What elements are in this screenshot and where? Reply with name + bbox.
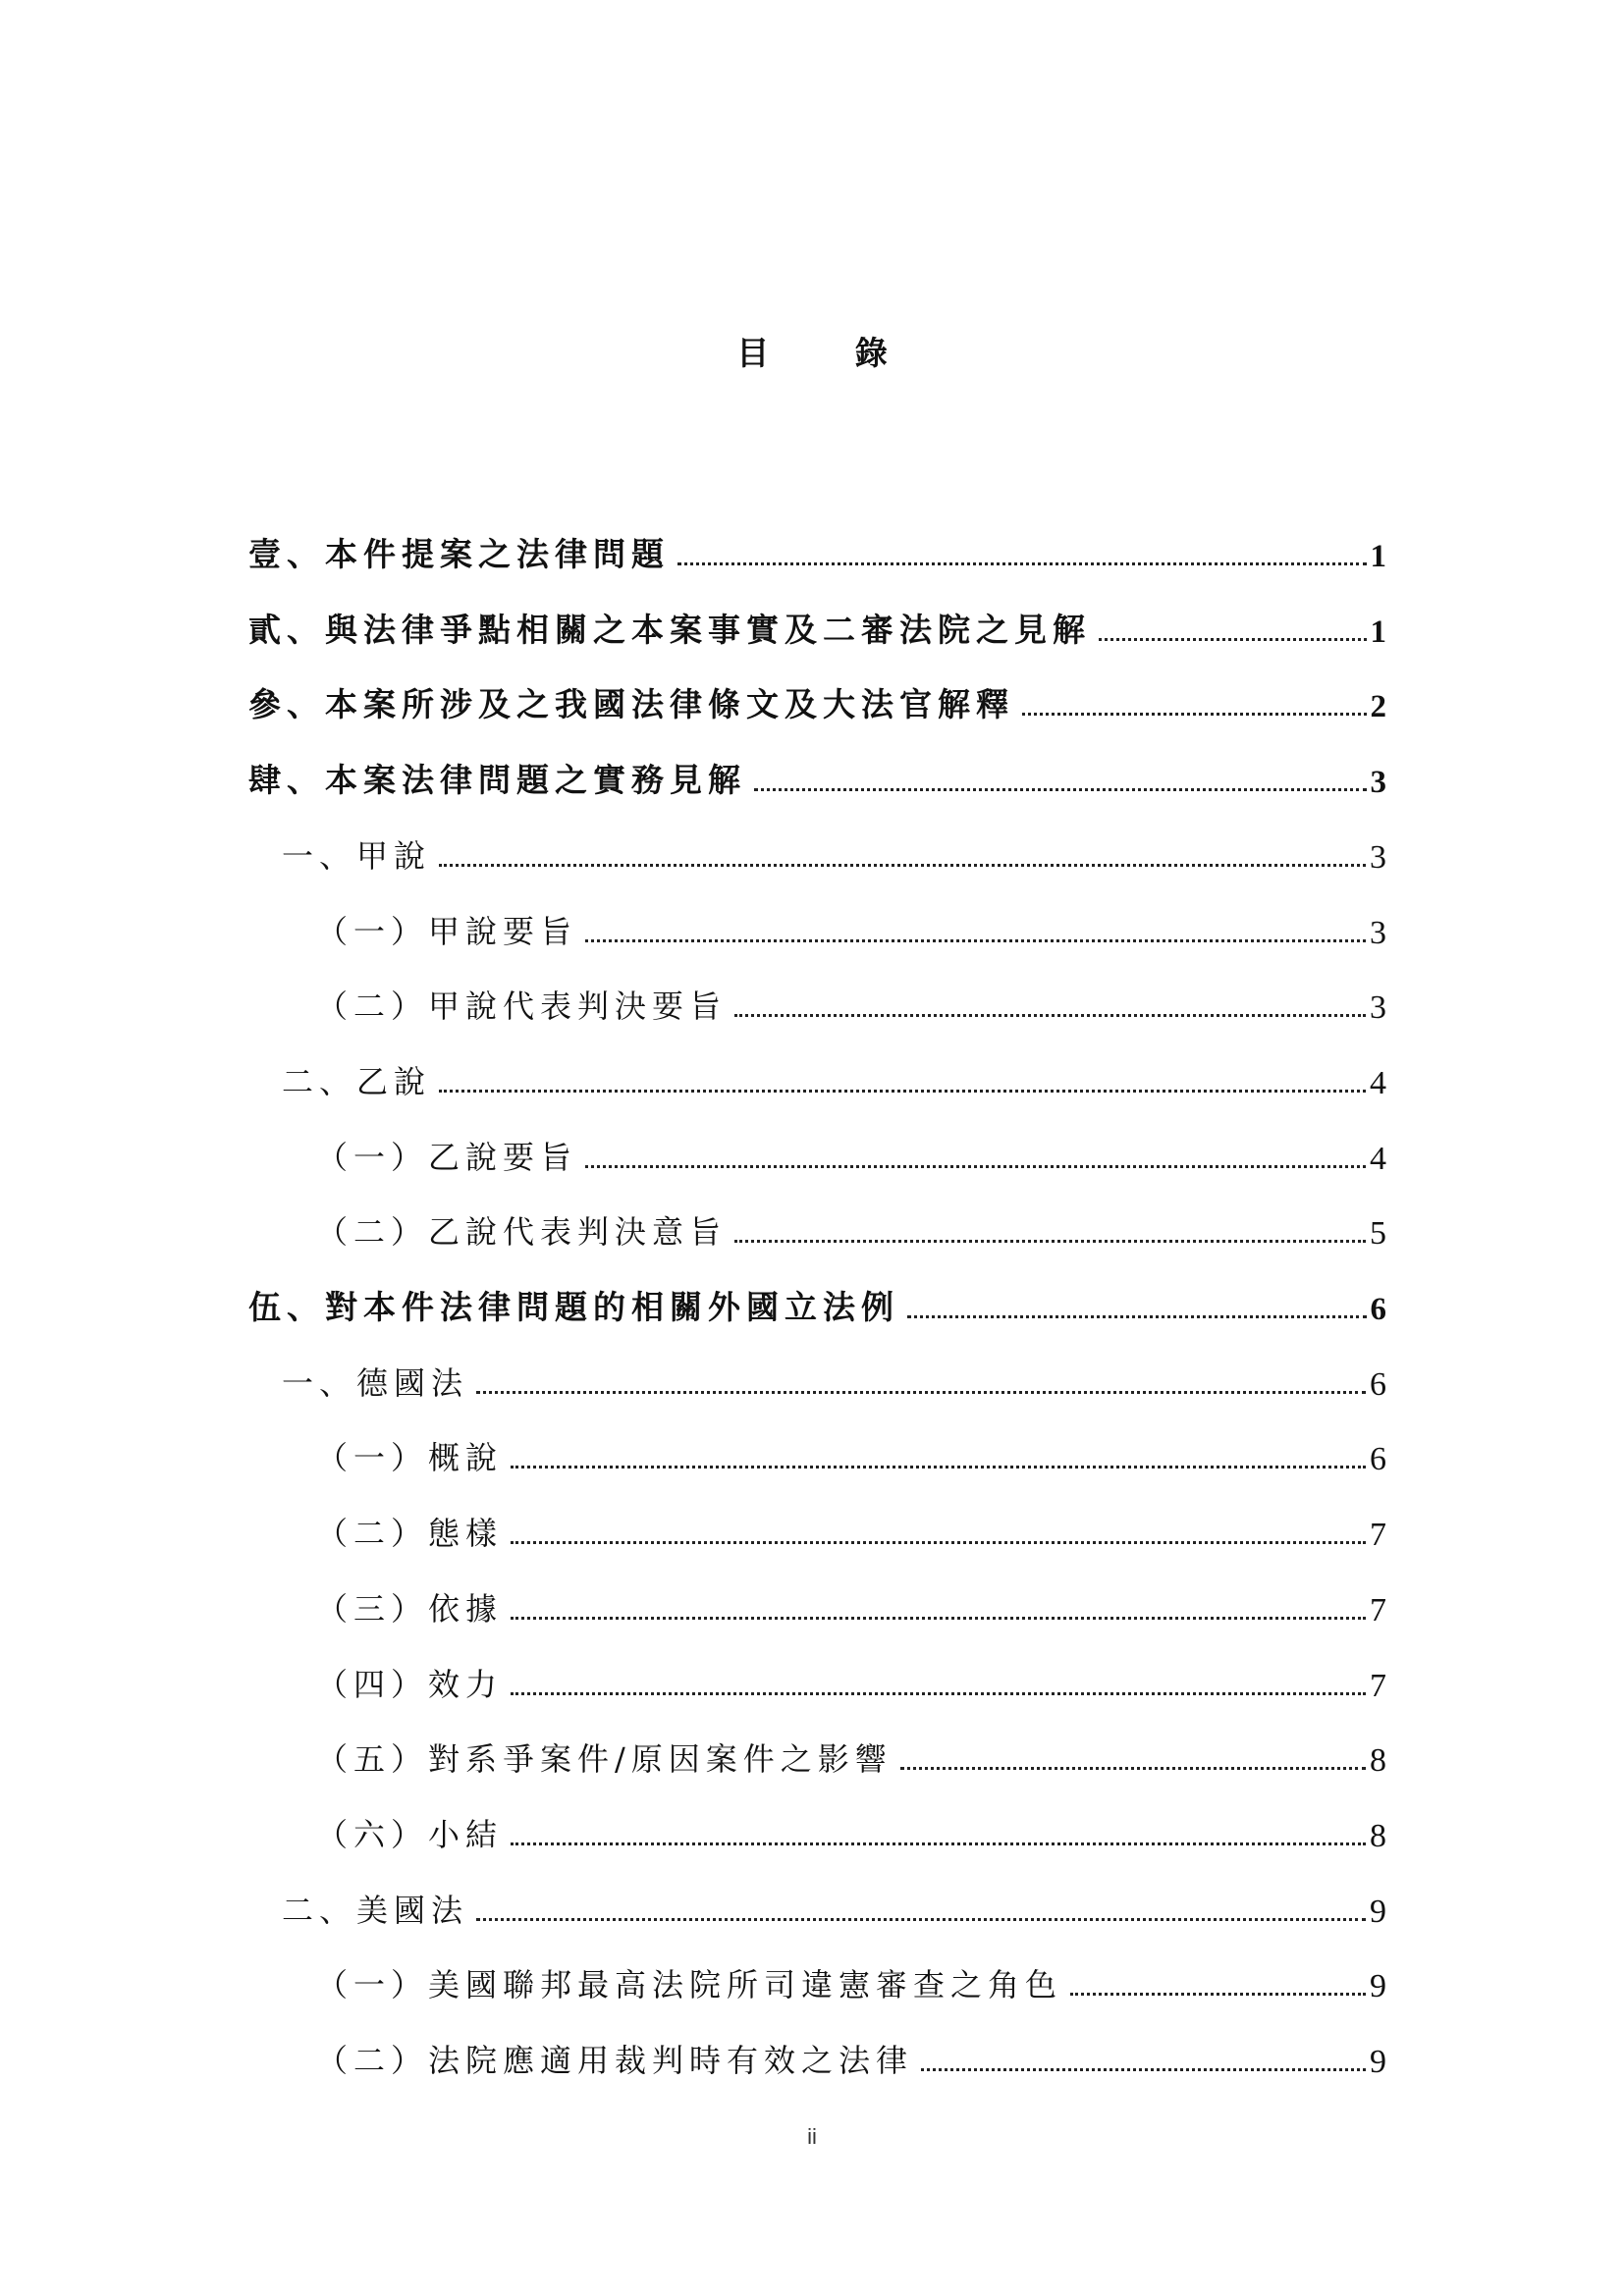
toc-entry-section[interactable]	[248, 604, 1386, 651]
toc-entry-page-number: 9	[1370, 1968, 1386, 2005]
toc-entry-page-number: 4	[1370, 1140, 1386, 1177]
dot-leader	[907, 1315, 1367, 1318]
dot-leader	[511, 1466, 1366, 1468]
toc-entry-label: （一）甲說要旨	[316, 912, 578, 950]
toc-entry-page-number: 3	[1370, 765, 1386, 801]
page-title: 目 錄	[736, 334, 925, 372]
toc-entry-label: （二）法院應適用裁判時有效之法律	[316, 2042, 914, 2079]
toc-entry-item[interactable]	[316, 905, 1386, 952]
toc-entry-page-number: 3	[1370, 989, 1386, 1027]
toc-entry-section[interactable]	[248, 528, 1386, 575]
toc-entry-section[interactable]	[248, 678, 1386, 725]
toc-entry-label: （二）乙說代表判決意旨	[316, 1213, 728, 1252]
toc-entry-label: （二）甲說代表判決要旨	[316, 988, 728, 1026]
toc-entry-page-number: 9	[1370, 1893, 1386, 1930]
toc-entry-page-number: 4	[1370, 1064, 1386, 1101]
toc-entry-page-number: 8	[1370, 1742, 1386, 1780]
dot-leader	[511, 1842, 1366, 1845]
page-number: ii	[807, 2124, 817, 2149]
toc-entry-item[interactable]	[316, 1205, 1386, 1253]
toc-entry-item[interactable]	[316, 1582, 1386, 1629]
toc-entry-item[interactable]	[316, 980, 1386, 1027]
toc-entry-label: 伍、對本件法律問題的相關外國立法例	[248, 1288, 899, 1326]
toc-entry-page-number: 7	[1370, 1667, 1386, 1704]
dot-leader	[511, 1617, 1366, 1620]
toc-entry-page-number: 7	[1370, 1591, 1386, 1629]
toc-entry-label: 肆、本案法律問題之實務見解	[248, 761, 746, 800]
dot-leader	[476, 1918, 1366, 1921]
toc-entry-subsection[interactable]	[282, 1055, 1386, 1102]
toc-entry-subsection[interactable]	[282, 1357, 1386, 1404]
dot-leader	[476, 1391, 1366, 1394]
dot-leader	[1070, 1993, 1366, 1996]
dot-leader	[734, 1240, 1366, 1243]
toc-entry-label: （四）效力	[316, 1665, 504, 1703]
dot-leader	[900, 1767, 1366, 1770]
toc-entry-label: （一）乙說要旨	[316, 1138, 578, 1176]
dot-leader	[1022, 713, 1367, 716]
toc-entry-page-number: 3	[1370, 838, 1386, 876]
toc-entry-label: （一）概說	[316, 1439, 504, 1477]
dot-leader	[734, 1014, 1366, 1017]
toc-entry-label: 壹、本件提案之法律問題	[248, 535, 670, 573]
toc-entry-page-number: 1	[1370, 614, 1386, 650]
toc-entry-item[interactable]	[316, 1658, 1386, 1705]
toc-entry-section[interactable]	[248, 1281, 1386, 1328]
dot-leader	[439, 1090, 1366, 1093]
toc-entry-item[interactable]	[316, 1431, 1386, 1478]
toc-entry-page-number: 9	[1370, 2044, 1386, 2080]
dot-leader	[511, 1541, 1366, 1544]
toc-entry-label: （六）小結	[316, 1815, 504, 1853]
dot-leader	[511, 1692, 1366, 1695]
toc-entry-page-number: 2	[1370, 689, 1386, 725]
dot-leader	[677, 562, 1367, 565]
toc-entry-item[interactable]	[316, 2034, 1386, 2081]
toc-entry-label: （三）依據	[316, 1589, 504, 1628]
toc-entry-label: 一、甲說	[282, 836, 432, 875]
toc-entry-page-number: 6	[1370, 1365, 1386, 1403]
toc-entry-item[interactable]	[316, 1733, 1386, 1780]
toc-entry-label: （二）態樣	[316, 1515, 504, 1553]
toc-entry-subsection[interactable]	[282, 829, 1386, 877]
toc-entry-label: 貳、與法律爭點相關之本案事實及二審法院之見解	[248, 610, 1091, 649]
toc-entry-page-number: 6	[1370, 1292, 1386, 1327]
toc-entry-page-number: 7	[1370, 1517, 1386, 1554]
toc-entry-subsection[interactable]	[282, 1884, 1386, 1931]
toc-entry-label: （五）對系爭案件/原因案件之影響	[316, 1740, 893, 1779]
toc-entry-item[interactable]	[316, 1507, 1386, 1554]
dot-leader	[1099, 638, 1367, 641]
toc-entry-item[interactable]	[316, 1958, 1386, 2005]
toc-entry-page-number: 1	[1370, 539, 1386, 574]
toc-entry-page-number: 6	[1370, 1441, 1386, 1478]
dot-leader	[921, 2068, 1366, 2071]
toc-entry-label: （一）美國聯邦最高法院所司違憲審查之角色	[316, 1966, 1063, 2004]
toc-entry-page-number: 3	[1370, 914, 1386, 951]
toc-entry-page-number: 8	[1370, 1817, 1386, 1854]
dot-leader	[754, 788, 1367, 791]
dot-leader	[585, 939, 1366, 942]
toc-entry-page-number: 5	[1370, 1215, 1386, 1253]
dot-leader	[585, 1165, 1366, 1168]
toc-entry-label: 一、德國法	[282, 1363, 469, 1402]
toc-entry-item[interactable]	[316, 1131, 1386, 1178]
toc-entry-label: 二、美國法	[282, 1891, 469, 1929]
toc-entry-section[interactable]	[248, 754, 1386, 801]
toc-entry-label: 參、本案所涉及之我國法律條文及大法官解釋	[248, 685, 1014, 724]
toc-entry-label: 二、乙說	[282, 1062, 432, 1100]
toc-entry-item[interactable]	[316, 1808, 1386, 1855]
dot-leader	[439, 864, 1366, 867]
